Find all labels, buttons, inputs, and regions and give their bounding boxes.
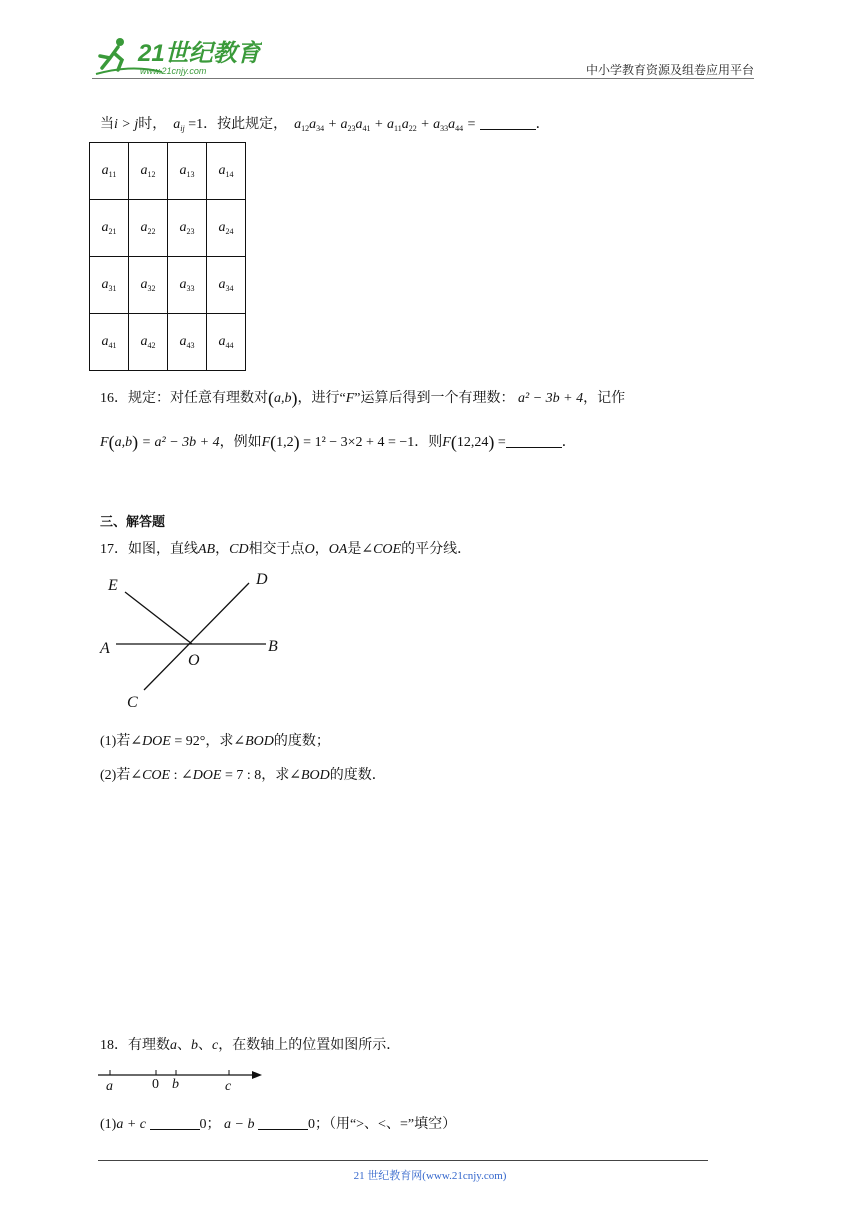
footer-divider — [98, 1160, 708, 1161]
q15-text: 当i > j时， $a_{ij} =1$．按此规定， $a_{12}a_{34} + a_{23}a_{41} + a_{11}a_{22} + a_{33}a_{44}$ = ． — [100, 117, 550, 133]
matrix-row — [90, 257, 246, 314]
q18-text: 18．有理数a、b、c，在数轴上的位置如图所示． — [100, 1038, 401, 1053]
matrix-cell: $a_{13}$ — [168, 143, 207, 200]
matrix-cell: $a_{33}$ — [168, 257, 207, 314]
axis-label-zero: 0 — [152, 1077, 159, 1092]
label-B: B — [268, 638, 278, 655]
axis-label-b: b — [172, 1077, 179, 1092]
q15-expression: $a_{12}a_{34} + a_{23}a_{41} + a_{11}a_{22} + a_{33}a_{44}$ = — [294, 117, 477, 133]
answer-blank-18b[interactable] — [258, 1117, 308, 1130]
axis-label-c: c — [225, 1079, 232, 1094]
axis-label-a: a — [106, 1079, 113, 1094]
angle-figure — [96, 566, 296, 716]
header-divider — [92, 78, 754, 79]
label-D: D — [256, 571, 268, 588]
matrix-cell: $a_{12}$ — [129, 143, 168, 200]
section-title: 三、解答题 — [100, 514, 166, 529]
matrix-cell: $a_{32}$ — [129, 257, 168, 314]
q17-text: 17．如图，直线AB，CD相交于点O，OA是∠COE的平分线． — [100, 542, 472, 557]
matrix-cell: $a_{44}$ — [207, 314, 246, 371]
matrix-cell: $a_{14}$ — [207, 143, 246, 200]
q16-line2: F(a,b) = a² − 3b + 4，例如F(1,2) = 1² − 3×2 + 4 = −1．则F(12,24) = ． — [100, 432, 576, 452]
answer-blank-18a[interactable] — [150, 1117, 200, 1130]
matrix-cell: $a_{43}$ — [168, 314, 207, 371]
matrix-row — [90, 200, 246, 257]
label-O: O — [188, 652, 200, 669]
matrix-cell: $a_{42}$ — [129, 314, 168, 371]
q17-part2: (2)若∠COE : ∠DOE = 7 : 8，求∠BOD的度数． — [100, 768, 386, 783]
label-A: A — [100, 640, 110, 657]
site-label: 中小学教育资源及组卷应用平台 — [585, 63, 754, 77]
q17-part1: (1)若∠DOE = 92°，求∠BOD的度数； — [100, 734, 330, 749]
logo-text: 21世纪教育 — [138, 40, 261, 67]
answer-blank-16[interactable] — [506, 435, 562, 448]
matrix-row — [90, 143, 246, 200]
matrix-cell: $a_{41}$ — [90, 314, 129, 371]
matrix-cell: $a_{34}$ — [207, 257, 246, 314]
label-C: C — [127, 694, 138, 711]
site-logo — [92, 34, 262, 80]
matrix-row — [90, 314, 246, 371]
matrix-table — [89, 142, 246, 371]
matrix-cell: $a_{22}$ — [129, 200, 168, 257]
matrix-cell: $a_{24}$ — [207, 200, 246, 257]
matrix-cell: $a_{31}$ — [90, 257, 129, 314]
number-line — [96, 1064, 276, 1094]
answer-blank[interactable] — [480, 117, 536, 130]
q18-part1: (1)a + c 0； a − b 0；（用“>、<、=”填空） — [100, 1117, 457, 1132]
label-E: E — [108, 577, 118, 594]
arrow-icon — [252, 1071, 262, 1079]
matrix-cell: $a_{11}$ — [90, 143, 129, 200]
matrix-cell: $a_{21}$ — [90, 200, 129, 257]
q16-line1: 16．规定：对任意有理数对(a,b)，进行“F”运算后得到一个有理数： a² − 3b + 4，记作 — [100, 388, 626, 408]
logo-url: www.21cnjy.com — [140, 66, 207, 76]
footer-text: 21 世纪教育网(www.21cnjy.com) — [353, 1170, 507, 1182]
matrix-cell: $a_{23}$ — [168, 200, 207, 257]
